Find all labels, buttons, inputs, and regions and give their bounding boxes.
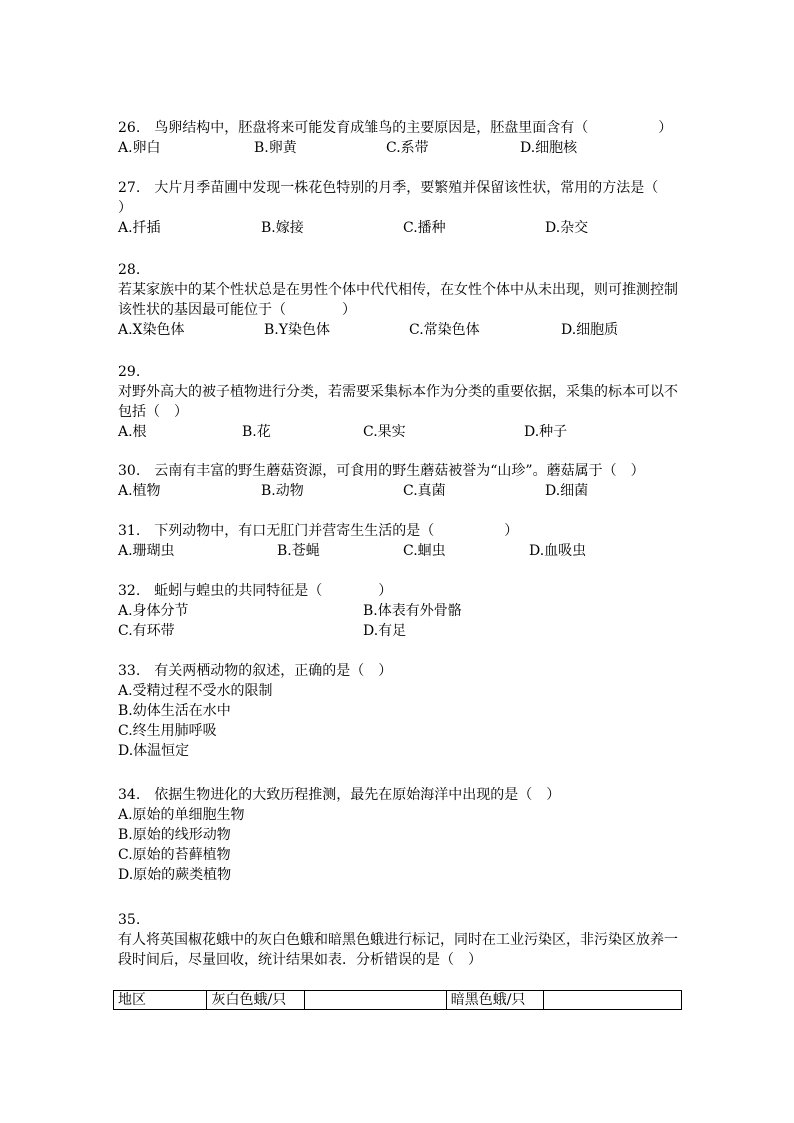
- question-28: [118, 260, 688, 340]
- table-header-cell: [544, 991, 682, 1010]
- question-35: [118, 910, 688, 970]
- question-stem: 33. 有关两栖动物的叙述，正确的是（ ）: [118, 663, 393, 679]
- option-a: A.植物: [118, 483, 161, 499]
- option-d: D.血吸虫: [529, 543, 587, 559]
- option-row: [118, 218, 688, 238]
- question-number: 35.: [118, 912, 141, 928]
- data-table: [113, 990, 682, 1010]
- option-b: B.花: [242, 424, 271, 440]
- option-c: C.常染色体: [409, 322, 480, 338]
- question-stem: 对野外高大的被子植物进行分类，若需要采集标本作为分类的重要依据，采集的标本可以不包括（ ）: [118, 384, 678, 420]
- table-header-cell: 灰白色蛾/只: [207, 991, 305, 1010]
- option-c: C.原始的苔藓植物: [118, 847, 231, 863]
- option-d: D.细菌: [545, 483, 589, 499]
- option-d: D.细胞核: [520, 140, 578, 156]
- option-a: A.身体分节: [118, 603, 189, 619]
- question-31: [118, 521, 688, 561]
- table-header-cell: 暗黑色蛾/只: [446, 991, 544, 1010]
- option-c: C.终生用肺呼吸: [118, 723, 217, 739]
- option-a: A.扦插: [118, 220, 161, 236]
- question-34: [118, 785, 688, 885]
- option-d: D.细胞质: [561, 322, 619, 338]
- option-c: C.真菌: [403, 483, 446, 499]
- question-stem: 34. 依据生物进化的大致历程推测，最先在原始海洋中出现的是（ ）: [118, 787, 561, 803]
- option-row: [118, 138, 688, 158]
- option-a: A.卵白: [118, 140, 161, 156]
- question-stem: 32. 蚯蚓与蝗虫的共同特征是（ ）: [118, 583, 393, 599]
- option-a: A.受精过程不受水的限制: [118, 683, 273, 699]
- question-29: [118, 362, 688, 442]
- question-stem: 有人将英国椒花蛾中的灰白色蛾和暗黑色蛾进行标记，同时在工业污染区，非污染区放养一段时间后，尽量回收，统计结果如表．分析错误的是（ ）: [118, 932, 678, 968]
- option-b: B.苍蝇: [277, 543, 320, 559]
- option-c: C.蛔虫: [403, 543, 446, 559]
- option-a: A.珊瑚虫: [118, 543, 175, 559]
- question-27: [118, 178, 688, 238]
- question-stem: 27. 大片月季苗圃中发现一株花色特别的月季，要繁殖并保留该性状，常用的方法是（: [118, 180, 659, 196]
- option-b: B.体表有外骨骼: [363, 603, 462, 619]
- option-b: B.动物: [261, 483, 304, 499]
- question-30: [118, 461, 688, 501]
- option-a: A.原始的单细胞生物: [118, 807, 245, 823]
- option-b: B.幼体生活在水中: [118, 703, 231, 719]
- option-c: C.播种: [403, 220, 446, 236]
- question-number: 28.: [118, 262, 141, 278]
- question-number: 29.: [118, 364, 141, 380]
- option-row: [118, 320, 688, 340]
- table-header-row: [114, 991, 682, 1010]
- option-row: [118, 422, 688, 442]
- option-b: B.Y染色体: [264, 322, 330, 338]
- option-c: C.有环带: [118, 623, 175, 639]
- option-d: D.种子: [524, 424, 568, 440]
- option-b: B.嫁接: [261, 220, 304, 236]
- question-32: [118, 581, 688, 641]
- option-row: [118, 601, 688, 621]
- option-d: D.体温恒定: [118, 743, 190, 759]
- option-row: [118, 481, 688, 501]
- question-stem-continued: ）: [118, 200, 132, 216]
- option-d: D.原始的蕨类植物: [118, 867, 232, 883]
- option-c: C.系带: [386, 140, 429, 156]
- question-stem: 若某家族中的某个性状总是在男性个体中代代相传，在女性个体中从未出现，则可推测控制该性状的基因最可能位于（ ）: [118, 282, 678, 318]
- option-a: A.根: [118, 424, 147, 440]
- option-row: [118, 541, 688, 561]
- option-d: D.有足: [363, 623, 407, 639]
- option-row: [118, 621, 688, 641]
- option-a: A.X染色体: [118, 322, 185, 338]
- question-33: [118, 661, 688, 761]
- question-26: [118, 118, 688, 158]
- table-header-cell: [304, 991, 446, 1010]
- option-b: B.原始的线形动物: [118, 827, 231, 843]
- option-c: C.果实: [363, 424, 406, 440]
- question-stem: 31. 下列动物中，有口无肛门并营寄生生活的是（ ）: [118, 523, 519, 539]
- option-d: D.杂交: [545, 220, 589, 236]
- question-stem: 30. 云南有丰富的野生蘑菇资源，可食用的野生蘑菇被誉为“山珍”。蘑菇属于（ ）: [118, 463, 645, 479]
- option-b: B.卵黄: [254, 140, 297, 156]
- table-header-cell: 地区: [114, 991, 207, 1010]
- question-stem: 26. 鸟卵结构中，胚盘将来可能发育成雏鸟的主要原因是，胚盘里面含有（ ）: [118, 120, 673, 136]
